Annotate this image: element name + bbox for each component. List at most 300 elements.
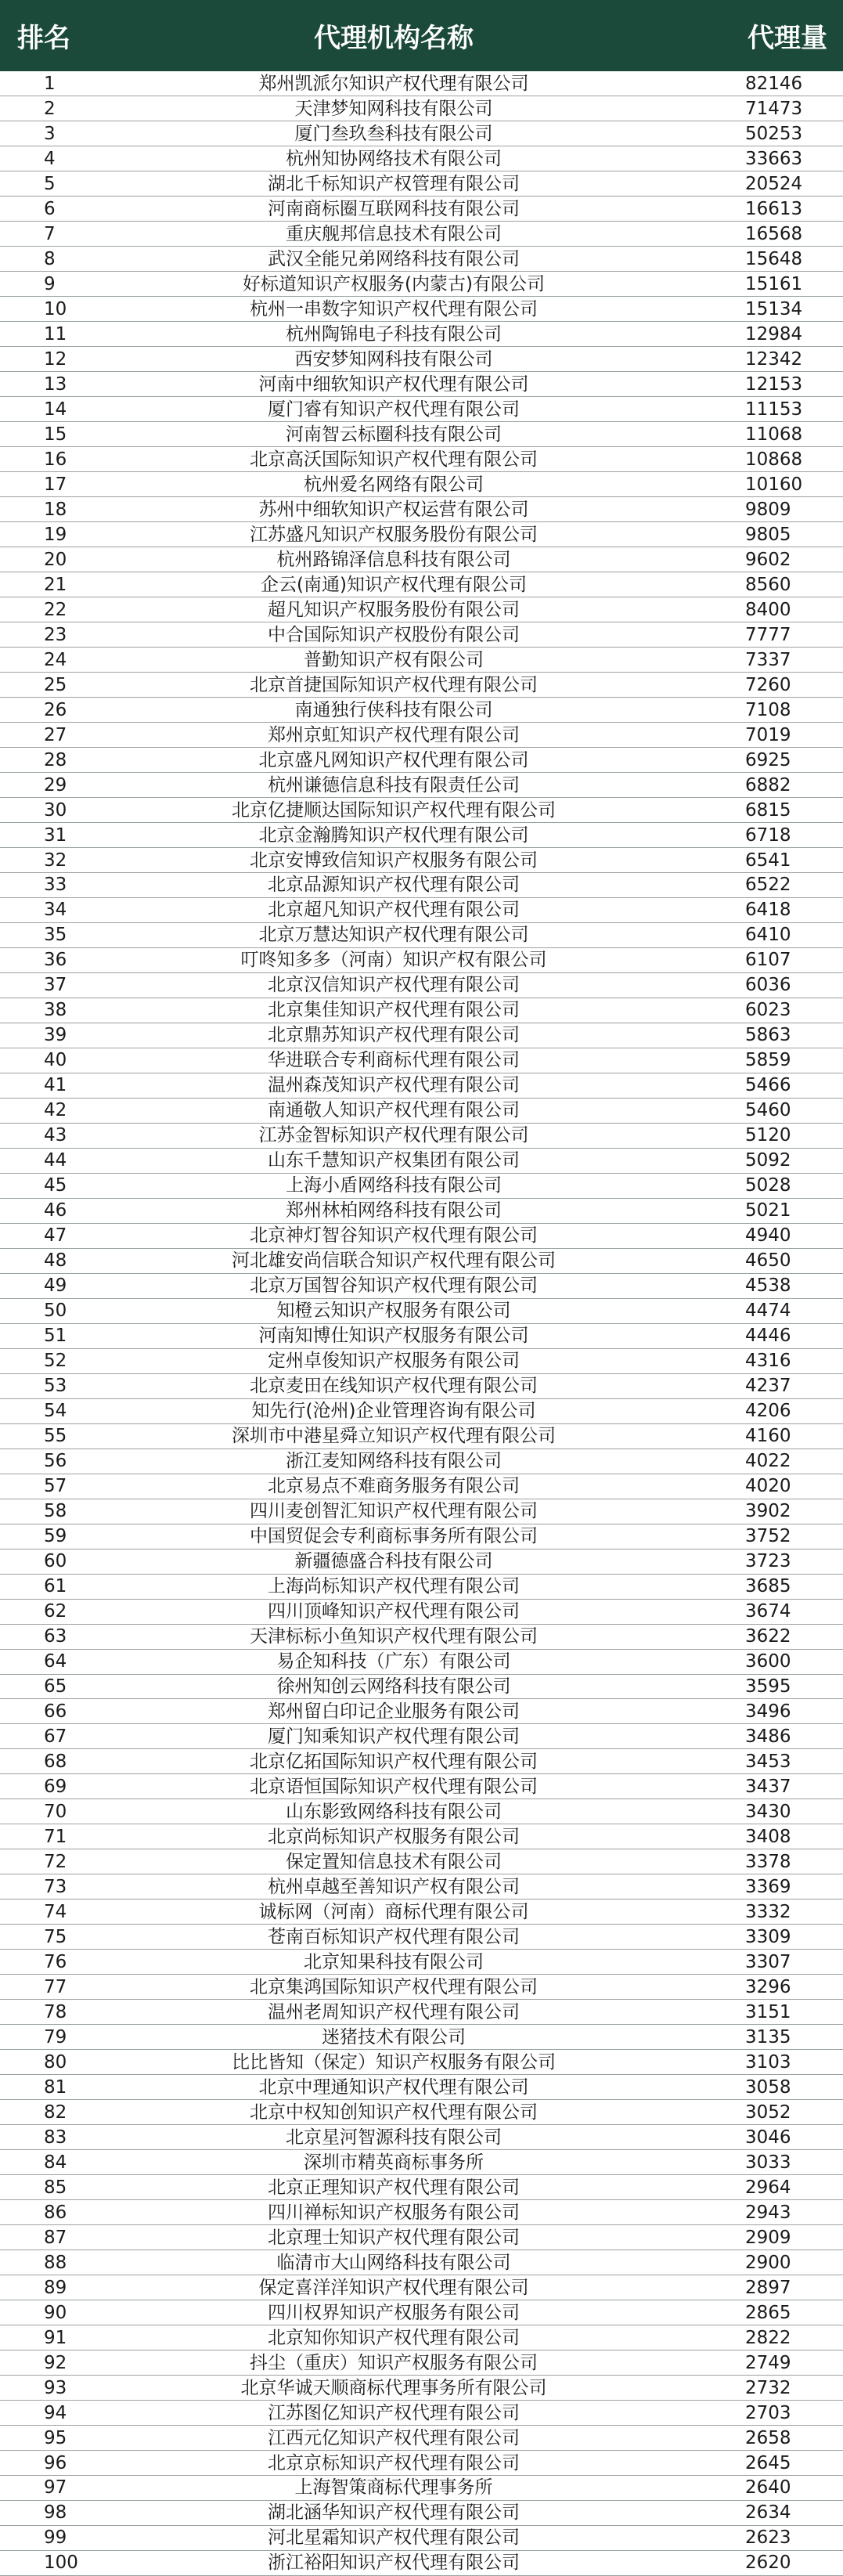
rank-cell: 70 bbox=[0, 1799, 100, 1824]
agency-name-cell: 郑州京虹知识产权代理有限公司 bbox=[100, 723, 687, 748]
rank-cell: 43 bbox=[0, 1123, 100, 1148]
count-cell: 3309 bbox=[687, 1925, 843, 1950]
rank-cell: 87 bbox=[0, 2225, 100, 2250]
count-cell: 12984 bbox=[687, 322, 843, 347]
table-row bbox=[0, 2476, 843, 2501]
table-row bbox=[0, 2050, 843, 2075]
count-cell: 10160 bbox=[687, 472, 843, 497]
agency-name-cell: 上海智策商标代理事务所 bbox=[100, 2476, 687, 2501]
rank-cell: 72 bbox=[0, 1849, 100, 1874]
agency-name-cell: 深圳市中港星舜立知识产权代理有限公司 bbox=[100, 1423, 687, 1449]
table-row bbox=[0, 1198, 843, 1223]
rank-cell: 11 bbox=[0, 322, 100, 347]
rank-cell: 77 bbox=[0, 1975, 100, 2000]
table-row bbox=[0, 1799, 843, 1824]
rank-cell: 36 bbox=[0, 947, 100, 972]
count-cell: 6410 bbox=[687, 922, 843, 947]
agency-name-cell: 好标道知识产权服务(内蒙古)有限公司 bbox=[100, 272, 687, 297]
rank-cell: 83 bbox=[0, 2125, 100, 2150]
agency-name-cell: 杭州知协网络技术有限公司 bbox=[100, 146, 687, 171]
header-rank: 排名 bbox=[17, 23, 70, 54]
rank-cell: 56 bbox=[0, 1449, 100, 1474]
agency-name-cell: 深圳市精英商标事务所 bbox=[100, 2150, 687, 2175]
agency-name-cell: 北京知你知识产权代理有限公司 bbox=[100, 2325, 687, 2351]
agency-name-cell: 临清市大山网络科技有限公司 bbox=[100, 2250, 687, 2275]
agency-name-cell: 天津梦知网科技有限公司 bbox=[100, 96, 687, 121]
count-cell: 3296 bbox=[687, 1975, 843, 2000]
rank-cell: 78 bbox=[0, 2000, 100, 2025]
rank-cell: 26 bbox=[0, 698, 100, 723]
count-cell: 2645 bbox=[687, 2451, 843, 2476]
count-cell: 15134 bbox=[687, 297, 843, 322]
count-cell: 3332 bbox=[687, 1900, 843, 1925]
table-row bbox=[0, 1900, 843, 1925]
count-cell: 6418 bbox=[687, 897, 843, 922]
agency-name-cell: 迷猪技术有限公司 bbox=[100, 2025, 687, 2050]
header-count: 代理量 bbox=[748, 23, 827, 54]
table-row bbox=[0, 2376, 843, 2401]
agency-name-cell: 杭州一串数字知识产权代理有限公司 bbox=[100, 297, 687, 322]
agency-name-cell: 山东影致网络科技有限公司 bbox=[100, 1799, 687, 1824]
table-row bbox=[0, 472, 843, 497]
agency-name-cell: 河南知博仕知识产权服务有限公司 bbox=[100, 1323, 687, 1348]
agency-name-cell: 知橙云知识产权服务有限公司 bbox=[100, 1298, 687, 1323]
rank-cell: 51 bbox=[0, 1323, 100, 1348]
agency-name-cell: 中国贸促会专利商标事务所有限公司 bbox=[100, 1524, 687, 1549]
rank-cell: 80 bbox=[0, 2050, 100, 2075]
table-row bbox=[0, 2426, 843, 2451]
agency-name-cell: 中合国际知识产权股份有限公司 bbox=[100, 622, 687, 648]
rank-cell: 42 bbox=[0, 1098, 100, 1123]
count-cell: 3046 bbox=[687, 2125, 843, 2150]
table-row bbox=[0, 1474, 843, 1499]
rank-cell: 17 bbox=[0, 472, 100, 497]
count-cell: 3486 bbox=[687, 1724, 843, 1749]
table-row bbox=[0, 322, 843, 347]
rank-cell: 23 bbox=[0, 622, 100, 648]
count-cell: 3430 bbox=[687, 1799, 843, 1824]
table-row bbox=[0, 171, 843, 197]
rank-cell: 18 bbox=[0, 497, 100, 522]
rank-cell: 30 bbox=[0, 798, 100, 823]
table-row bbox=[0, 2500, 843, 2525]
table-row bbox=[0, 1098, 843, 1123]
count-cell: 2620 bbox=[687, 2550, 843, 2575]
count-cell: 4538 bbox=[687, 1273, 843, 1298]
rank-cell: 89 bbox=[0, 2275, 100, 2300]
rank-cell: 76 bbox=[0, 1950, 100, 1975]
rank-cell: 61 bbox=[0, 1574, 100, 1599]
agency-name-cell: 厦门知乘知识产权代理有限公司 bbox=[100, 1724, 687, 1749]
table-row bbox=[0, 1699, 843, 1724]
table-row bbox=[0, 96, 843, 121]
table-row bbox=[0, 2125, 843, 2150]
agency-name-cell: 西安梦知网科技有限公司 bbox=[100, 347, 687, 372]
table-row bbox=[0, 522, 843, 547]
count-cell: 7260 bbox=[687, 673, 843, 698]
agency-name-cell: 北京安博致信知识产权服务有限公司 bbox=[100, 848, 687, 873]
count-cell: 33663 bbox=[687, 146, 843, 171]
table-row bbox=[0, 1849, 843, 1874]
table-row bbox=[0, 2300, 843, 2325]
count-cell: 2897 bbox=[687, 2275, 843, 2300]
count-cell: 3453 bbox=[687, 1749, 843, 1774]
rank-cell: 5 bbox=[0, 171, 100, 197]
count-cell: 2640 bbox=[687, 2476, 843, 2501]
agency-name-cell: 四川权界知识产权服务有限公司 bbox=[100, 2300, 687, 2325]
agency-name-cell: 江苏金智标知识产权代理有限公司 bbox=[100, 1123, 687, 1148]
rank-cell: 90 bbox=[0, 2300, 100, 2325]
table-row bbox=[0, 1649, 843, 1674]
header-agency-name: 代理机构名称 bbox=[314, 23, 474, 54]
rank-cell: 41 bbox=[0, 1073, 100, 1098]
count-cell: 4160 bbox=[687, 1423, 843, 1449]
rank-cell: 60 bbox=[0, 1549, 100, 1574]
agency-name-cell: 江苏图亿知识产权代理有限公司 bbox=[100, 2401, 687, 2426]
table-row bbox=[0, 1749, 843, 1774]
count-cell: 5092 bbox=[687, 1148, 843, 1173]
table-row bbox=[0, 2550, 843, 2575]
rank-cell: 34 bbox=[0, 897, 100, 922]
count-cell: 10868 bbox=[687, 447, 843, 472]
agency-name-cell: 南通敬人知识产权代理有限公司 bbox=[100, 1098, 687, 1123]
table-row bbox=[0, 1423, 843, 1449]
count-cell: 3151 bbox=[687, 2000, 843, 2025]
rank-cell: 32 bbox=[0, 848, 100, 873]
table-row bbox=[0, 947, 843, 972]
rank-cell: 96 bbox=[0, 2451, 100, 2476]
header-row bbox=[0, 0, 843, 71]
rank-cell: 12 bbox=[0, 347, 100, 372]
count-cell: 6522 bbox=[687, 873, 843, 898]
table-row bbox=[0, 773, 843, 798]
agency-name-cell: 北京集佳知识产权代理有限公司 bbox=[100, 998, 687, 1023]
agency-name-cell: 河南商标圈互联网科技有限公司 bbox=[100, 197, 687, 222]
rank-cell: 3 bbox=[0, 121, 100, 146]
agency-name-cell: 河北星霜知识产权代理有限公司 bbox=[100, 2525, 687, 2550]
rank-cell: 97 bbox=[0, 2476, 100, 2501]
table-row bbox=[0, 121, 843, 146]
agency-name-cell: 徐州知创云网络科技有限公司 bbox=[100, 1674, 687, 1699]
agency-name-cell: 北京汉信知识产权代理有限公司 bbox=[100, 972, 687, 998]
count-cell: 2623 bbox=[687, 2525, 843, 2550]
count-cell: 2909 bbox=[687, 2225, 843, 2250]
agency-name-cell: 郑州林柏网络科技有限公司 bbox=[100, 1198, 687, 1223]
agency-name-cell: 北京万慧达知识产权代理有限公司 bbox=[100, 922, 687, 947]
count-cell: 7019 bbox=[687, 723, 843, 748]
agency-name-cell: 北京神灯智谷知识产权代理有限公司 bbox=[100, 1223, 687, 1248]
rank-cell: 99 bbox=[0, 2525, 100, 2550]
count-cell: 5021 bbox=[687, 1198, 843, 1223]
table-row bbox=[0, 673, 843, 698]
table-row bbox=[0, 146, 843, 171]
rank-cell: 54 bbox=[0, 1398, 100, 1423]
agency-name-cell: 北京知果科技有限公司 bbox=[100, 1950, 687, 1975]
count-cell: 8560 bbox=[687, 572, 843, 597]
count-cell: 3622 bbox=[687, 1624, 843, 1649]
rank-cell: 58 bbox=[0, 1499, 100, 1524]
table-row bbox=[0, 547, 843, 572]
count-cell: 2658 bbox=[687, 2426, 843, 2451]
table-row bbox=[0, 597, 843, 622]
rank-cell: 62 bbox=[0, 1599, 100, 1624]
count-cell: 3600 bbox=[687, 1649, 843, 1674]
table-row bbox=[0, 2401, 843, 2426]
agency-name-cell: 北京盛凡网知识产权代理有限公司 bbox=[100, 748, 687, 773]
count-cell: 11068 bbox=[687, 422, 843, 447]
table-header bbox=[0, 0, 843, 71]
table-row bbox=[0, 798, 843, 823]
count-cell: 6023 bbox=[687, 998, 843, 1023]
rank-cell: 57 bbox=[0, 1474, 100, 1499]
agency-name-cell: 企云(南通)知识产权代理有限公司 bbox=[100, 572, 687, 597]
count-cell: 2943 bbox=[687, 2200, 843, 2225]
table-row bbox=[0, 1724, 843, 1749]
agency-name-cell: 北京品源知识产权代理有限公司 bbox=[100, 873, 687, 898]
count-cell: 2900 bbox=[687, 2250, 843, 2275]
rank-cell: 40 bbox=[0, 1048, 100, 1073]
rank-cell: 37 bbox=[0, 972, 100, 998]
table-row bbox=[0, 1624, 843, 1649]
agency-name-cell: 杭州爱名网络有限公司 bbox=[100, 472, 687, 497]
table-row bbox=[0, 1874, 843, 1900]
table-row bbox=[0, 2351, 843, 2376]
rank-cell: 2 bbox=[0, 96, 100, 121]
rank-cell: 27 bbox=[0, 723, 100, 748]
table-row bbox=[0, 897, 843, 922]
agency-name-cell: 温州森茂知识产权代理有限公司 bbox=[100, 1073, 687, 1098]
rank-cell: 94 bbox=[0, 2401, 100, 2426]
count-cell: 5028 bbox=[687, 1173, 843, 1198]
table-row bbox=[0, 972, 843, 998]
count-cell: 15648 bbox=[687, 247, 843, 272]
count-cell: 2749 bbox=[687, 2351, 843, 2376]
rank-cell: 88 bbox=[0, 2250, 100, 2275]
rank-cell: 91 bbox=[0, 2325, 100, 2351]
agency-name-cell: 北京尚标知识产权服务有限公司 bbox=[100, 1824, 687, 1849]
table-row bbox=[0, 1524, 843, 1549]
count-cell: 2822 bbox=[687, 2325, 843, 2351]
rank-cell: 7 bbox=[0, 222, 100, 247]
count-cell: 4022 bbox=[687, 1449, 843, 1474]
table-row bbox=[0, 1950, 843, 1975]
count-cell: 4446 bbox=[687, 1323, 843, 1348]
count-cell: 3685 bbox=[687, 1574, 843, 1599]
rank-cell: 9 bbox=[0, 272, 100, 297]
rank-cell: 81 bbox=[0, 2075, 100, 2100]
rank-cell: 24 bbox=[0, 648, 100, 673]
table-row bbox=[0, 1223, 843, 1248]
rank-cell: 52 bbox=[0, 1348, 100, 1373]
rank-cell: 66 bbox=[0, 1699, 100, 1724]
agency-name-cell: 北京华诚天顺商标代理事务所有限公司 bbox=[100, 2376, 687, 2401]
table-row bbox=[0, 2225, 843, 2250]
agency-name-cell: 南通独行侠科技有限公司 bbox=[100, 698, 687, 723]
agency-name-cell: 北京亿拓国际知识产权代理有限公司 bbox=[100, 1749, 687, 1774]
table-row bbox=[0, 1549, 843, 1574]
table-row bbox=[0, 2100, 843, 2125]
rank-cell: 47 bbox=[0, 1223, 100, 1248]
count-cell: 71473 bbox=[687, 96, 843, 121]
rank-cell: 29 bbox=[0, 773, 100, 798]
count-cell: 4020 bbox=[687, 1474, 843, 1499]
rank-cell: 85 bbox=[0, 2175, 100, 2200]
count-cell: 3052 bbox=[687, 2100, 843, 2125]
table-row bbox=[0, 2325, 843, 2351]
table-row bbox=[0, 272, 843, 297]
table-row bbox=[0, 397, 843, 422]
agency-name-cell: 北京易点不难商务服务有限公司 bbox=[100, 1474, 687, 1499]
agency-name-cell: 定州卓俊知识产权服务有限公司 bbox=[100, 1348, 687, 1373]
count-cell: 3752 bbox=[687, 1524, 843, 1549]
agency-name-cell: 杭州谦德信息科技有限责任公司 bbox=[100, 773, 687, 798]
table-row bbox=[0, 723, 843, 748]
agency-name-cell: 四川麦创智汇知识产权代理有限公司 bbox=[100, 1499, 687, 1524]
agency-name-cell: 知先行(沧州)企业管理咨询有限公司 bbox=[100, 1398, 687, 1423]
count-cell: 5859 bbox=[687, 1048, 843, 1073]
rank-cell: 8 bbox=[0, 247, 100, 272]
rank-cell: 73 bbox=[0, 1874, 100, 1900]
rank-cell: 53 bbox=[0, 1373, 100, 1398]
agency-name-cell: 诚标网（河南）商标代理有限公司 bbox=[100, 1900, 687, 1925]
count-cell: 7108 bbox=[687, 698, 843, 723]
count-cell: 6541 bbox=[687, 848, 843, 873]
agency-name-cell: 苏州中细软知识产权运营有限公司 bbox=[100, 497, 687, 522]
agency-name-cell: 北京亿捷顺达国际知识产权代理有限公司 bbox=[100, 798, 687, 823]
agency-name-cell: 保定喜洋洋知识产权代理有限公司 bbox=[100, 2275, 687, 2300]
agency-name-cell: 易企知科技（广东）有限公司 bbox=[100, 1649, 687, 1674]
rank-cell: 71 bbox=[0, 1824, 100, 1849]
agency-name-cell: 北京集鸿国际知识产权代理有限公司 bbox=[100, 1975, 687, 2000]
count-cell: 3595 bbox=[687, 1674, 843, 1699]
count-cell: 7337 bbox=[687, 648, 843, 673]
table-row bbox=[0, 1599, 843, 1624]
table-row bbox=[0, 2275, 843, 2300]
table-row bbox=[0, 1774, 843, 1799]
rank-cell: 4 bbox=[0, 146, 100, 171]
agency-name-cell: 浙江麦知网络科技有限公司 bbox=[100, 1449, 687, 1474]
rank-cell: 55 bbox=[0, 1423, 100, 1449]
count-cell: 6107 bbox=[687, 947, 843, 972]
count-cell: 3058 bbox=[687, 2075, 843, 2100]
table-row bbox=[0, 1975, 843, 2000]
agency-name-cell: 普勤知识产权有限公司 bbox=[100, 648, 687, 673]
agency-name-cell: 北京鼎苏知识产权代理有限公司 bbox=[100, 1023, 687, 1048]
table-row bbox=[0, 1499, 843, 1524]
agency-name-cell: 北京星河智源科技有限公司 bbox=[100, 2125, 687, 2150]
table-row bbox=[0, 2025, 843, 2050]
agency-name-cell: 北京京标知识产权代理有限公司 bbox=[100, 2451, 687, 2476]
agency-name-cell: 北京高沃国际知识产权代理有限公司 bbox=[100, 447, 687, 472]
agency-name-cell: 华进联合专利商标代理有限公司 bbox=[100, 1048, 687, 1073]
agency-name-cell: 江苏盛凡知识产权服务股份有限公司 bbox=[100, 522, 687, 547]
count-cell: 5460 bbox=[687, 1098, 843, 1123]
rank-cell: 44 bbox=[0, 1148, 100, 1173]
count-cell: 5863 bbox=[687, 1023, 843, 1048]
agency-name-cell: 武汉全能兄弟网络科技有限公司 bbox=[100, 247, 687, 272]
count-cell: 3378 bbox=[687, 1849, 843, 1874]
agency-name-cell: 北京麦田在线知识产权代理有限公司 bbox=[100, 1373, 687, 1398]
rank-cell: 13 bbox=[0, 372, 100, 397]
count-cell: 9805 bbox=[687, 522, 843, 547]
count-cell: 12153 bbox=[687, 372, 843, 397]
rank-cell: 25 bbox=[0, 673, 100, 698]
rank-cell: 75 bbox=[0, 1925, 100, 1950]
count-cell: 3408 bbox=[687, 1824, 843, 1849]
count-cell: 4316 bbox=[687, 1348, 843, 1373]
rank-cell: 49 bbox=[0, 1273, 100, 1298]
table-row bbox=[0, 1824, 843, 1849]
count-cell: 2703 bbox=[687, 2401, 843, 2426]
rank-cell: 1 bbox=[0, 71, 100, 96]
rank-cell: 35 bbox=[0, 922, 100, 947]
count-cell: 4474 bbox=[687, 1298, 843, 1323]
table-row bbox=[0, 2075, 843, 2100]
table-row bbox=[0, 2200, 843, 2225]
rank-cell: 65 bbox=[0, 1674, 100, 1699]
table-row bbox=[0, 1925, 843, 1950]
agency-name-cell: 浙江裕阳知识产权代理有限公司 bbox=[100, 2550, 687, 2575]
table-row bbox=[0, 1323, 843, 1348]
table-row bbox=[0, 1023, 843, 1048]
table-body bbox=[0, 71, 843, 2575]
rank-cell: 95 bbox=[0, 2426, 100, 2451]
table-row bbox=[0, 347, 843, 372]
table-row bbox=[0, 2525, 843, 2550]
count-cell: 11153 bbox=[687, 397, 843, 422]
table-row bbox=[0, 2250, 843, 2275]
rank-cell: 14 bbox=[0, 397, 100, 422]
agency-name-cell: 郑州凯派尔知识产权代理有限公司 bbox=[100, 71, 687, 96]
count-cell: 6718 bbox=[687, 823, 843, 848]
agency-name-cell: 抖尘（重庆）知识产权服务有限公司 bbox=[100, 2351, 687, 2376]
agency-name-cell: 杭州卓越至善知识产权有限公司 bbox=[100, 1874, 687, 1900]
agency-name-cell: 河北雄安尚信联合知识产权代理有限公司 bbox=[100, 1248, 687, 1273]
table-row bbox=[0, 622, 843, 648]
table-row bbox=[0, 873, 843, 898]
count-cell: 3369 bbox=[687, 1874, 843, 1900]
agency-name-cell: 山东千慧知识产权集团有限公司 bbox=[100, 1148, 687, 1173]
table-row bbox=[0, 1674, 843, 1699]
rank-cell: 74 bbox=[0, 1900, 100, 1925]
count-cell: 9809 bbox=[687, 497, 843, 522]
agency-name-cell: 新疆德盛合科技有限公司 bbox=[100, 1549, 687, 1574]
rank-cell: 64 bbox=[0, 1649, 100, 1674]
agency-name-cell: 北京中理通知识产权代理有限公司 bbox=[100, 2075, 687, 2100]
agency-name-cell: 郑州留白印记企业服务有限公司 bbox=[100, 1699, 687, 1724]
agency-name-cell: 四川顶峰知识产权代理有限公司 bbox=[100, 1599, 687, 1624]
table-row bbox=[0, 1298, 843, 1323]
rank-cell: 20 bbox=[0, 547, 100, 572]
rank-cell: 84 bbox=[0, 2150, 100, 2175]
count-cell: 3723 bbox=[687, 1549, 843, 1574]
agency-name-cell: 北京理士知识产权代理有限公司 bbox=[100, 2225, 687, 2250]
table-row bbox=[0, 1373, 843, 1398]
count-cell: 20524 bbox=[687, 171, 843, 197]
table-row bbox=[0, 1073, 843, 1098]
rank-cell: 92 bbox=[0, 2351, 100, 2376]
table-row bbox=[0, 848, 843, 873]
table-row bbox=[0, 247, 843, 272]
rank-cell: 16 bbox=[0, 447, 100, 472]
count-cell: 15161 bbox=[687, 272, 843, 297]
table-row bbox=[0, 222, 843, 247]
count-cell: 4206 bbox=[687, 1398, 843, 1423]
agency-name-cell: 河南中细软知识产权代理有限公司 bbox=[100, 372, 687, 397]
agency-name-cell: 厦门睿有知识产权代理有限公司 bbox=[100, 397, 687, 422]
agency-name-cell: 江西元亿知识产权代理有限公司 bbox=[100, 2426, 687, 2451]
rank-cell: 33 bbox=[0, 873, 100, 898]
